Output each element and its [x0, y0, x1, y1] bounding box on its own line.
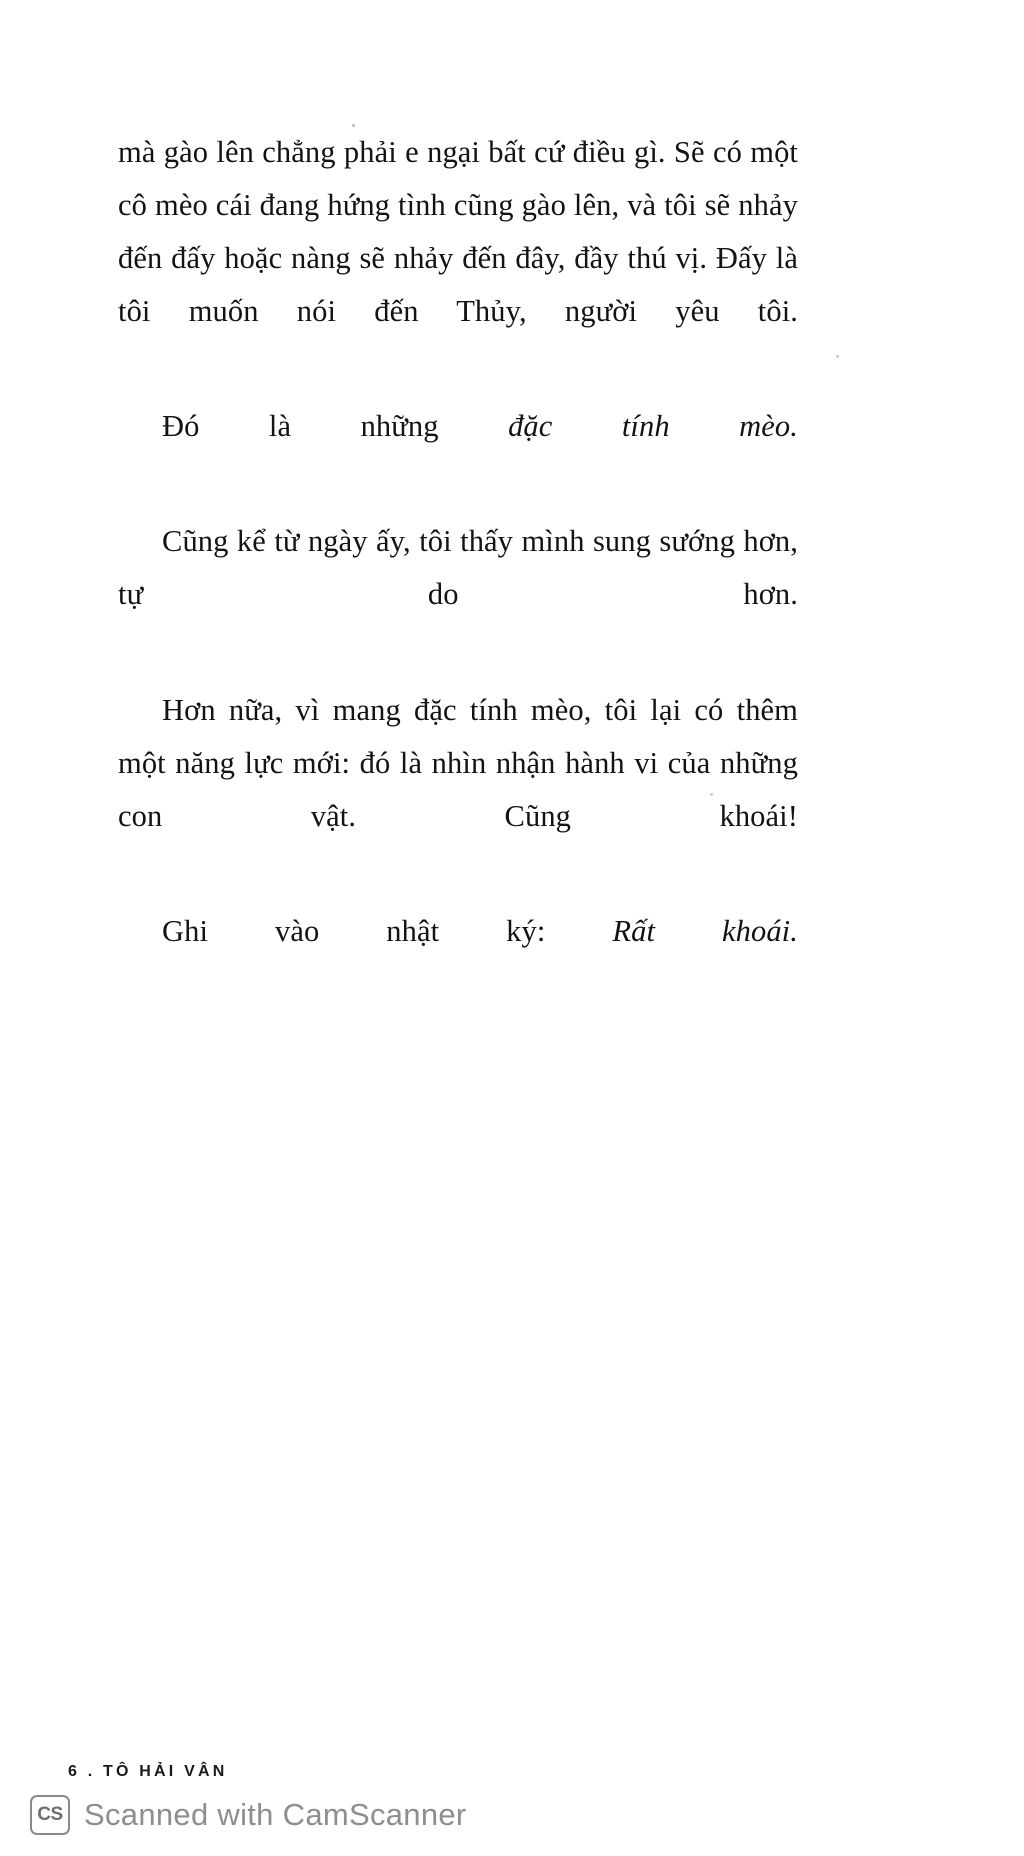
- paragraph-5: [118, 905, 798, 1011]
- paragraph-3: Cũng kể từ ngày ấy, tôi thấy mình sung sướng hơn, tự do hơn.: [118, 524, 798, 611]
- paragraph-4: Hơn nữa, vì mang đặc tính mèo, tôi lại có thêm một năng lực mới: đó là nhìn nhận hành vi của những con vật. Cũng khoái!: [118, 693, 798, 833]
- paragraph-1: mà gào lên chẳng phải e ngại bất cứ điều gì. Sẽ có một cô mèo cái đang hứng tình cũng gào lên, và tôi sẽ nhảy đến đấy hoặc nàng sẽ nhảy đến đây, đầy thú vị. Đấy là tôi muốn nói đến Thủy, người yêu tôi.: [118, 135, 798, 328]
- paragraph-5-italic-run: Rất khoái.: [612, 914, 798, 948]
- paragraph-5-normal-run: Ghi vào nhật ký:: [162, 914, 613, 948]
- page-footer: 6 . TÔ HẢI VÂN: [68, 1763, 228, 1780]
- paragraph-2-normal-run: Đó là những: [162, 409, 509, 443]
- paragraph-2-italic-run: đặc tính mèo.: [508, 409, 798, 443]
- body-text-column: [118, 126, 798, 1011]
- camscanner-watermark-label: Scanned with CamScanner: [84, 1797, 467, 1832]
- camscanner-watermark: [30, 1795, 467, 1835]
- camscanner-logo-icon: CS: [30, 1795, 70, 1835]
- scan-speck: [836, 355, 839, 358]
- paragraph-2: [118, 400, 798, 506]
